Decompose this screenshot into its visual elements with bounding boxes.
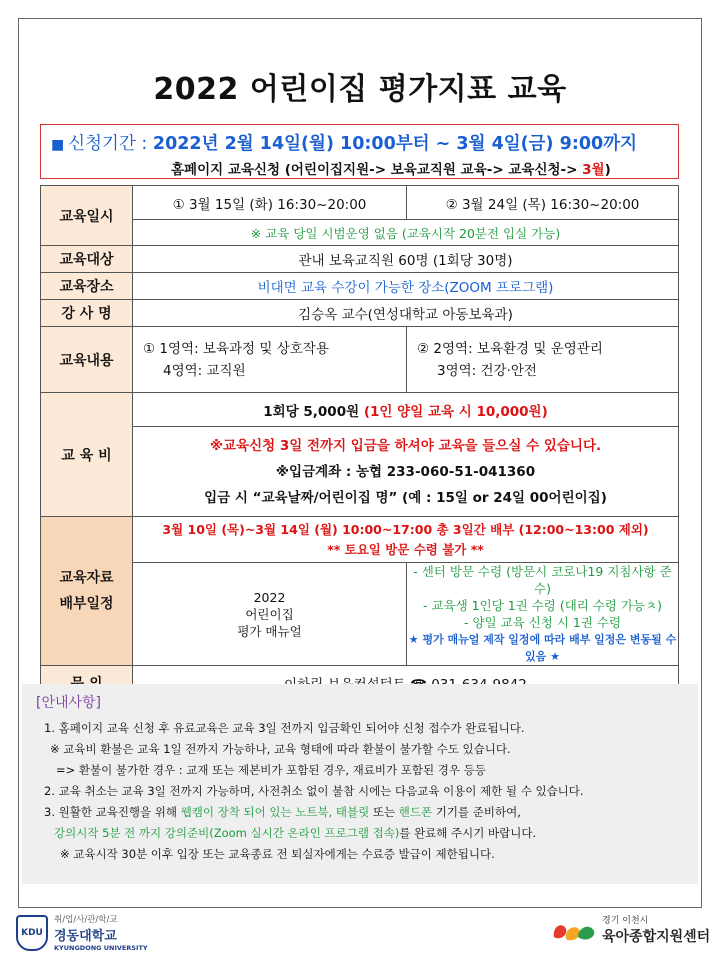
- page-title: 2022 어린이집 평가지표 교육: [153, 72, 567, 107]
- square-bullet-icon: ■: [51, 137, 65, 153]
- content-header: 교육내용: [41, 327, 133, 393]
- application-method: [51, 158, 668, 178]
- materials-header-1: 교육자료: [59, 570, 114, 586]
- application-period: [51, 130, 668, 155]
- notice-title: [안내사항]: [36, 695, 102, 711]
- content-right: [407, 327, 679, 393]
- notice-line-5c: 또는: [372, 805, 396, 819]
- materials-item-manual: 평가 매뉴얼: [237, 623, 302, 639]
- lecturer-value: 김승옥 교수(연성대학교 아동보육과): [133, 300, 679, 327]
- fee-header: 교 육 비: [41, 393, 133, 517]
- target-value: 관내 보육교직원 60명 (1회당 30명): [133, 246, 679, 273]
- materials-date-range: 3월 10일 (목)~3월 14일 (월) 10:00~17:00 총 3일간 배부 (12:00~13:00 제외): [162, 521, 649, 537]
- notice-line-1: 1. 홈페이지 교육 신청 후 유료교육은 교육 3일 전까지 입금확인 되어야 신청 접수가 완료됩니다.: [44, 721, 525, 735]
- fee-both-days: (1인 양일 교육 시 10,000원): [363, 403, 548, 420]
- content-area-4: 4영역: 교직원: [163, 362, 246, 379]
- fee-deposit-notice: ※교육신청 3일 전까지 입금을 하셔야 교육을 들으실 수 있습니다.: [209, 437, 602, 454]
- notice-section: [22, 684, 698, 884]
- notice-line-6: [36, 823, 684, 844]
- content-area-2: ② 2영역: 보육환경 및 운영관리: [417, 340, 603, 357]
- place-value: 비대면 교육 수강이 가능한 장소(ZOOM 프로그램): [133, 273, 679, 300]
- notice-line-5a: 3. 원활한 교육진행을 위해: [44, 805, 178, 819]
- fee-amount: [133, 393, 679, 427]
- target-header: 교육대상: [41, 246, 133, 273]
- childcare-center-logo: [550, 913, 710, 946]
- fee-deposit-format: 입금 시 “교육날짜/어린이집 명” (예 : 15일 or 24일 00어린이집): [204, 489, 607, 506]
- application-period-box: [40, 124, 679, 179]
- lecturer-header: 강 사 명: [41, 300, 133, 327]
- university-name-en: KYUNGDONG UNIVERSITY: [54, 944, 148, 952]
- content-area-3: 3영역: 건강·안전: [437, 362, 537, 379]
- period-value: 2022년 2월 14일(월) 10:00부터 ~ 3월 4일(금) 9:00까지: [152, 134, 637, 154]
- notice-line-6b: 를 완료해 주시기 바랍니다.: [399, 826, 537, 840]
- notice-line-5: [36, 802, 684, 823]
- notice-line-5b: 웹캠이 장착 되어 있는 노트북, 태블릿: [180, 805, 370, 819]
- materials-item-name: 어린이집: [245, 606, 294, 622]
- childcare-center-icon: [550, 915, 598, 945]
- schedule-header: 교육일시: [41, 186, 133, 246]
- center-name: 육아종합지원센터: [602, 929, 711, 945]
- method-text: 홈페이지 교육신청 (어린이집지원-> 보육교직원 교육-> 교육신청->: [171, 162, 578, 178]
- schedule-note: ※ 교육 당일 시범운영 없음 (교육시작 20분전 입실 가능): [133, 220, 679, 246]
- materials-header-2: 배부일정: [59, 596, 114, 612]
- materials-item-year: 2022: [253, 589, 286, 605]
- materials-header: [41, 517, 133, 666]
- notice-line-3: => 환불이 불가한 경우 : 교재 또는 제본비가 포함된 경우, 재료비가 포함된 경우 등등: [56, 763, 486, 777]
- materials-item: [133, 563, 407, 666]
- info-table: [40, 185, 679, 700]
- fee-details: [133, 427, 679, 517]
- schedule-session-2: ② 3월 24일 (목) 16:30~20:00: [407, 186, 679, 220]
- place-header: 교육장소: [41, 273, 133, 300]
- materials-rule-4: ★ 평가 매뉴얼 제작 일정에 따라 배부 일정은 변동될 수 있음 ★: [408, 633, 677, 663]
- university-seal-icon: KDU: [16, 915, 48, 951]
- materials-dates: [133, 517, 679, 563]
- university-slogan: 취/업/사/관/학/교: [54, 915, 118, 925]
- content-area-1: ① 1영역: 보육과정 및 상호작용: [143, 340, 329, 357]
- notice-line-5d: 핸드폰: [398, 805, 433, 819]
- notice-line-7: ※ 교육시작 30분 이후 입장 또는 교육종료 전 퇴실자에게는 수료증 발급이 제한됩니다.: [60, 847, 495, 861]
- period-label: 신청기간 :: [68, 134, 148, 154]
- materials-rule-3: - 양일 교육 신청 시 1권 수령: [463, 615, 622, 630]
- content-left: [133, 327, 407, 393]
- university-name: 경동대학교: [54, 929, 117, 944]
- notice-line-6a: 강의시작 5분 전 까지 강의준비(Zoom 실시간 온라인 프로그램 접속): [54, 826, 400, 840]
- fee-per-session: 1회당 5,000원: [263, 403, 360, 420]
- center-city: 경기 이천시: [602, 916, 649, 926]
- notice-line-5e: 기기를 준비하여,: [435, 805, 521, 819]
- materials-rule-2: - 교육생 1인당 1권 수령 (대리 수령 가능ㅊ): [422, 598, 663, 613]
- kyungdong-university-logo: [16, 913, 148, 952]
- notice-line-2: ※ 교육비 환불은 교육 1일 전까지 가능하나, 교육 형태에 따라 환불이 불가할 수도 있습니다.: [50, 742, 511, 756]
- method-month: 3월: [582, 162, 605, 178]
- materials-rules: [407, 563, 679, 666]
- fee-account: ※입금계좌 : 농협 233-060-51-041360: [275, 463, 536, 480]
- materials-rule-1: - 센터 방문 수령 (방문시 코로나19 지침사항 준수): [413, 564, 672, 596]
- notice-line-4: 2. 교육 취소는 교육 3일 전까지 가능하며, 사전취소 없이 불참 시에는 다음교육 이용이 제한 될 수 있습니다.: [44, 784, 584, 798]
- method-end: ): [604, 162, 611, 178]
- materials-saturday-note: ** 토요일 방문 수령 불가 **: [327, 541, 484, 557]
- schedule-session-1: ① 3월 15일 (화) 16:30~20:00: [133, 186, 407, 220]
